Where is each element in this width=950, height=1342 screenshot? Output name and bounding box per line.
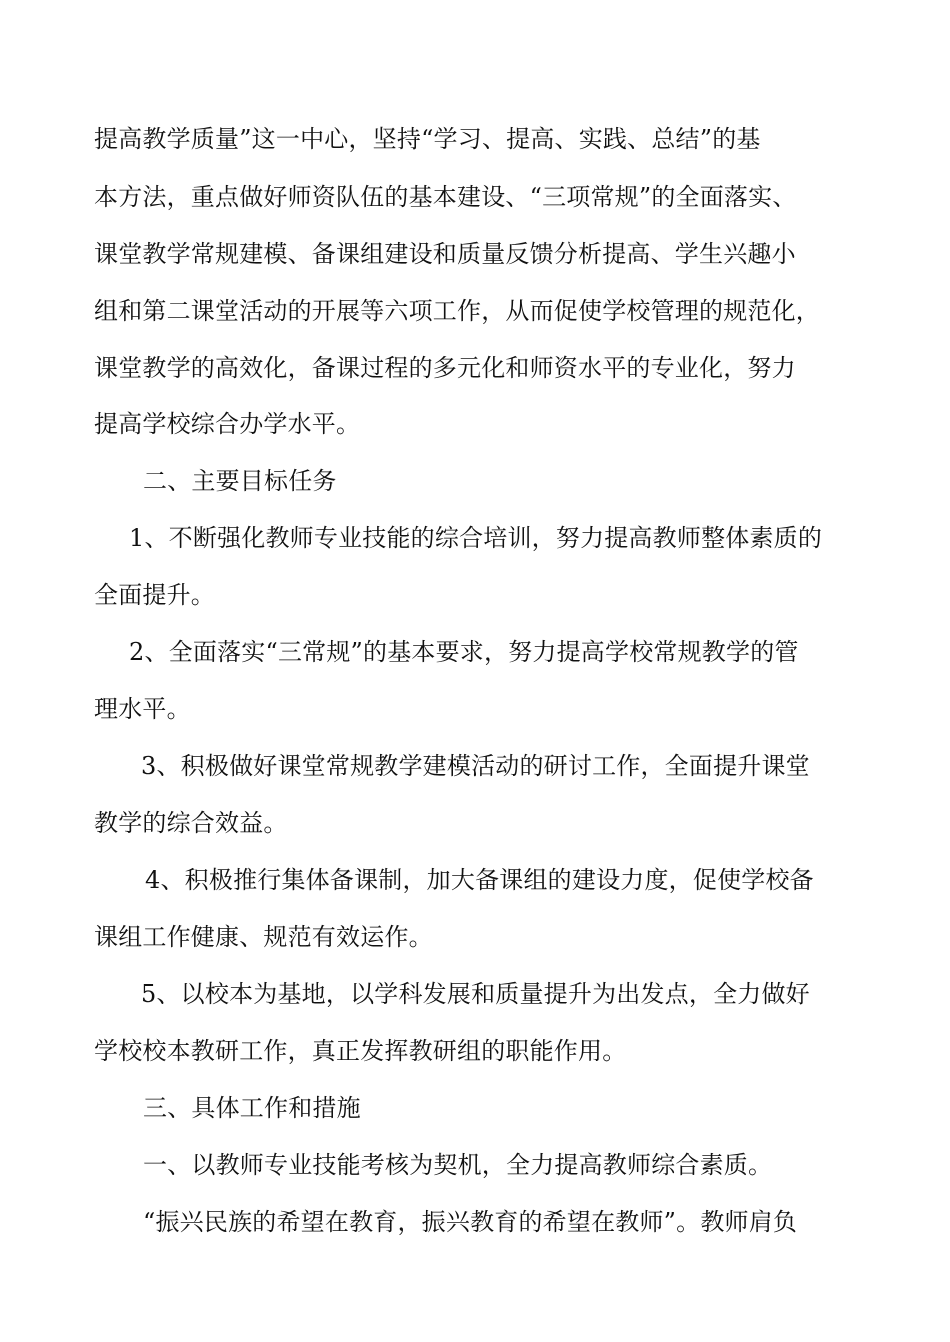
list-item-continuation: 理水平。 xyxy=(94,695,191,723)
list-item: 4、积极推行集体备课制，加大备课组的建设力度，促使学校备 xyxy=(145,866,814,894)
paragraph-line: 课堂教学常规建模、备课组建设和质量反馈分析提高、学生兴趣小 xyxy=(94,240,796,268)
paragraph-line: 提高教学质量”这一中心，坚持“学习、提高、实践、总结”的基 xyxy=(94,125,761,153)
paragraph-line: 本方法，重点做好师资队伍的基本建设、“三项常规”的全面落实、 xyxy=(94,183,797,211)
section-heading: 二、主要目标任务 xyxy=(143,467,337,495)
list-item: 5、以校本为基地，以学科发展和质量提升为出发点，全力做好 xyxy=(141,980,810,1008)
list-item-continuation: 教学的综合效益。 xyxy=(94,809,288,837)
list-item-continuation: 学校校本教研工作，真正发挥教研组的职能作用。 xyxy=(94,1037,627,1065)
list-item: 3、积极做好课堂常规教学建模活动的研讨工作，全面提升课堂 xyxy=(141,752,810,780)
section-heading: 三、具体工作和措施 xyxy=(143,1094,361,1122)
paragraph-line: 课堂教学的高效化，备课过程的多元化和师资水平的专业化，努力 xyxy=(94,354,796,382)
paragraph-line: 组和第二课堂活动的开展等六项工作，从而促使学校管理的规范化， xyxy=(94,297,820,325)
list-item: 1、不断强化教师专业技能的综合培训，努力提高教师整体素质的 xyxy=(129,524,823,552)
list-item: 2、全面落实“三常规”的基本要求，努力提高学校常规教学的管 xyxy=(129,638,799,666)
list-item-continuation: 全面提升。 xyxy=(94,581,215,609)
list-item-continuation: 课组工作健康、规范有效运作。 xyxy=(94,923,433,951)
paragraph-line: “振兴民族的希望在教育，振兴教育的希望在教师”。教师肩负 xyxy=(143,1208,798,1236)
paragraph-line: 提高学校综合办学水平。 xyxy=(94,410,361,438)
subsection-heading: 一、以教师专业技能考核为契机，全力提高教师综合素质。 xyxy=(143,1151,773,1179)
